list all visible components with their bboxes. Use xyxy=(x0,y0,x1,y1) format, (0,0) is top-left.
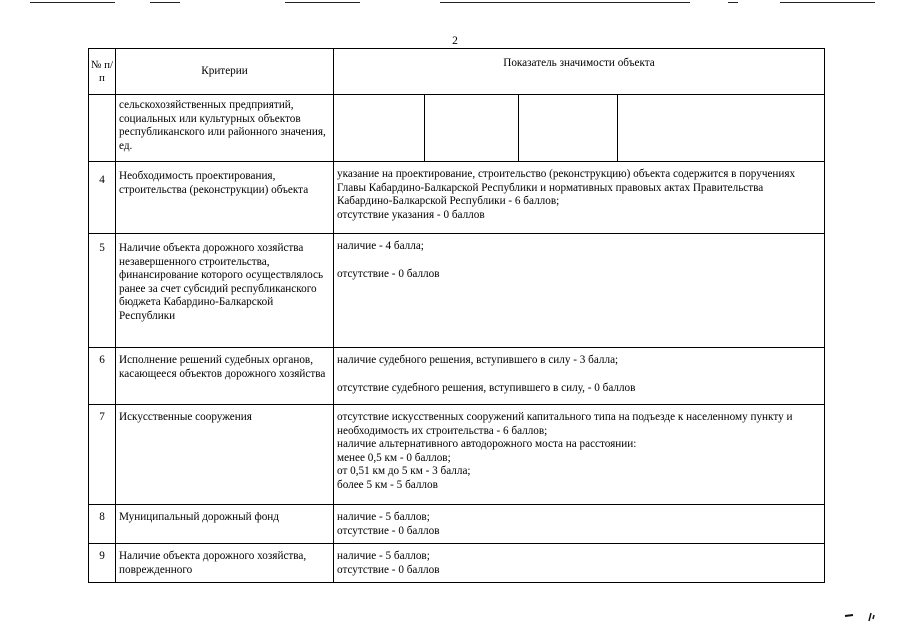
row-criterion: Исполнение решений судебных органов, касающееся объектов дорожного хозяйства xyxy=(116,348,334,405)
header-num: № п/п xyxy=(89,49,116,95)
criteria-table xyxy=(88,48,825,583)
indicator-line: от 0,51 км до 5 км - 3 балла; xyxy=(337,465,471,477)
row-indicator xyxy=(334,544,825,583)
indicator-line: наличие - 4 балла; xyxy=(337,240,424,252)
empty-subcells xyxy=(334,95,825,162)
row-criterion: Наличие объекта дорожного хозяйства, поврежденного xyxy=(116,544,334,583)
page-number: 2 xyxy=(452,35,458,47)
indicator-line: указание на проектирование, строительство (реконструкцию) объекта содержится в поручениях Главы Кабардино-Балкарской Республики и нормативных правовых актах Правительства Кабардино-Балкарской Республики - 6 баллов; xyxy=(337,168,796,207)
row-indicator xyxy=(334,162,825,234)
table-row xyxy=(89,544,825,583)
indicator-line: наличие альтернативного автодорожного моста на расстоянии: xyxy=(337,438,637,450)
indicator-line: отсутствие искусственных сооружений капитального типа на подъезде к населенному пункту и необходимость их строительства - 6 баллов; xyxy=(337,411,793,437)
indicator-line: отсутствие указания - 0 баллов xyxy=(337,208,485,221)
indicator-line xyxy=(337,254,821,268)
table-row xyxy=(89,95,825,162)
row-criterion: Искусственные сооружения xyxy=(116,405,334,505)
indicator-line: отсутствие - 0 баллов xyxy=(337,524,440,537)
row-num: 6 xyxy=(89,348,116,405)
row-criterion: сельскохозяйственных предприятий, социальных или культурных объектов республиканского или районного значения, ед. xyxy=(116,95,334,162)
indicator-line xyxy=(337,368,821,382)
table-row xyxy=(89,405,825,505)
row-indicator xyxy=(334,405,825,505)
table-header-row xyxy=(89,49,825,95)
row-criterion: Наличие объекта дорожного хозяйства незавершенного строительства, финансирование которого осуществлялось ранее за счет субсидий республиканского бюджета Кабардино-Балкарской Республики xyxy=(116,234,334,348)
indicator-line: отсутствие - 0 баллов xyxy=(337,563,440,576)
row-num: 7 xyxy=(89,405,116,505)
scan-artifact xyxy=(780,2,875,3)
scan-artifact xyxy=(285,2,360,3)
header-criteria: Критерии xyxy=(116,49,334,95)
row-indicator xyxy=(334,505,825,544)
table-row xyxy=(89,505,825,544)
scan-artifact xyxy=(728,2,738,3)
table-row xyxy=(89,162,825,234)
row-criterion: Необходимость проектирования, строительства (реконструкции) объекта xyxy=(116,162,334,234)
table-row xyxy=(89,348,825,405)
scan-artifact xyxy=(150,2,180,3)
indicator-line: наличие - 5 баллов; xyxy=(337,550,430,562)
row-num: 9 xyxy=(89,544,116,583)
row-indicator xyxy=(334,348,825,405)
row-num xyxy=(89,95,116,162)
row-num: 8 xyxy=(89,505,116,544)
scan-artifact xyxy=(30,2,115,3)
indicator-line: наличие - 5 баллов; xyxy=(337,511,430,523)
row-criterion: Муниципальный дорожный фонд xyxy=(116,505,334,544)
indicator-line: более 5 км - 5 баллов xyxy=(337,478,438,491)
scan-artifact xyxy=(440,2,690,3)
scan-mark xyxy=(843,609,883,623)
indicator-line: отсутствие - 0 баллов xyxy=(337,267,440,280)
indicator-line: наличие судебного решения, вступившего в силу - 3 балла; xyxy=(337,354,619,366)
table-row xyxy=(89,234,825,348)
indicator-line: отсутствие судебного решения, вступившего в силу, - 0 баллов xyxy=(337,381,636,394)
indicator-line: менее 0,5 км - 0 баллов; xyxy=(337,451,451,464)
row-indicator xyxy=(334,234,825,348)
header-indicator: Показатель значимости объекта xyxy=(334,49,825,95)
row-num: 4 xyxy=(89,162,116,234)
row-num: 5 xyxy=(89,234,116,348)
